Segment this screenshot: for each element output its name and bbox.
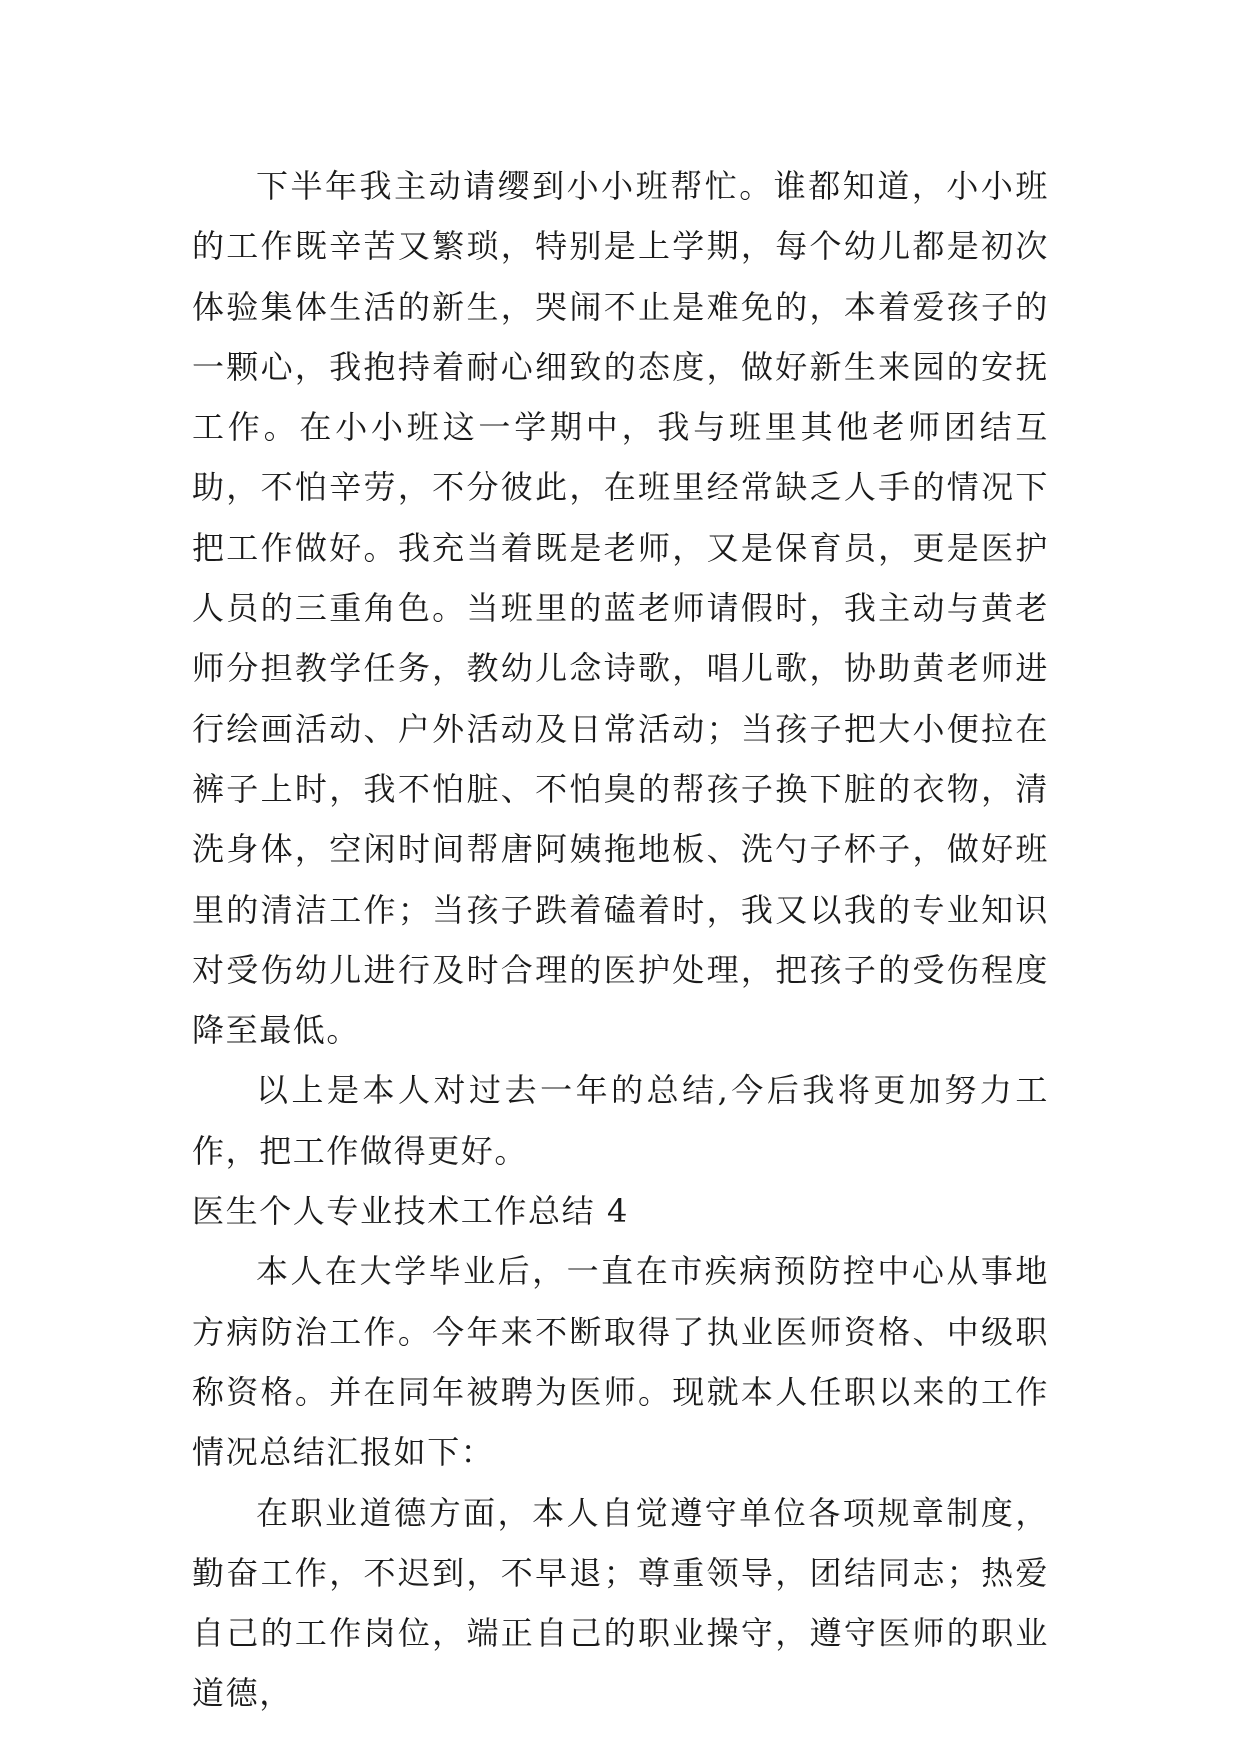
paragraph-professional-ethics: 在职业道德方面，本人自觉遵守单位各项规章制度，勤奋工作，不迟到，不早退；尊重领导，团结同志；热爱自己的工作岗位，端正自己的职业操守，遵守医师的职业道德， bbox=[192, 1493, 1049, 1713]
paragraph-career-intro: 本人在大学毕业后，一直在市疾病预防控中心从事地方病防治工作。今年来不断取得了执业医师资格、中级职称资格。并在同年被聘为医师。现就本人任职以来的工作情况总结汇报如下： bbox=[192, 1252, 1049, 1472]
paragraph-kindergarten-work: 下半年我主动请缨到小小班帮忙。谁都知道，小小班的工作既辛苦又繁琐，特别是上学期，每个幼儿都是初次体验集体生活的新生，哭闹不止是难免的，本着爱孩子的一颗心，我抱持着耐心细致的态度，做好新生来园的安抚工作。在小小班这一学期中，我与班里其他老师团结互助，不怕辛劳，不分彼此，在班里经常缺乏人手的情况下把工作做好。我充当着既是老师，又是保育员，更是医护人员的三重角色。当班里的蓝老师请假时，我主动与黄老师分担教学任务，教幼儿念诗歌，唱儿歌，协助黄老师进行绘画活动、户外活动及日常活动；当孩子把大小便拉在裤子上时，我不怕脏、不怕臭的帮孩子换下脏的衣物，清洗身体，空闲时间帮唐阿姨拖地板、洗勺子杯子，做好班里的清洁工作；当孩子跌着磕着时，我又以我的专业知识对受伤幼儿进行及时合理的医护处理，把孩子的受伤程度降至最低。 bbox=[192, 167, 1049, 1050]
paragraph-year-summary: 以上是本人对过去一年的总结,今后我将更加努力工作，把工作做得更好。 bbox=[192, 1071, 1049, 1170]
section-heading: 医生个人专业技术工作总结 4 bbox=[192, 1192, 629, 1231]
document-body bbox=[192, 156, 1049, 1724]
